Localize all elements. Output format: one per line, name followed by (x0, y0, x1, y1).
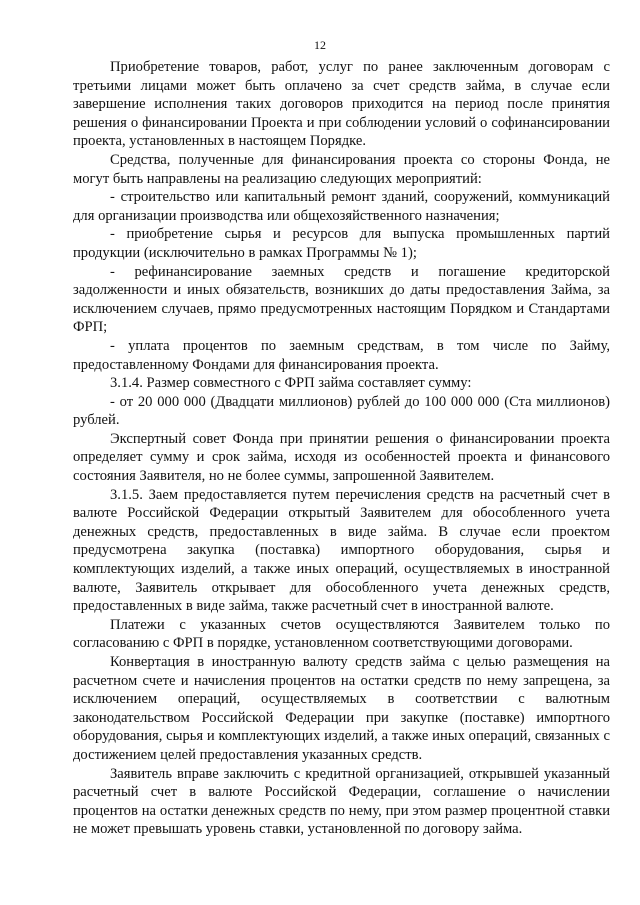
list-item: - приобретение сырья и ресурсов для выпуска промышленных партий продукции (исключительно в рамках Программы № 1); (73, 226, 610, 261)
paragraph: 3.1.4. Размер совместного с ФРП займа составляет сумму: (110, 375, 472, 392)
document-body (73, 58, 610, 839)
paragraph: Платежи с указанных счетов осуществляются Заявителем только по согласованию с ФРП в порядке, установленном соответствующими договорами. (73, 616, 610, 652)
list-item: - уплата процентов по заемным средствам, в том числе по Займу, предоставленному Фондами для финансирования проекта. (73, 337, 610, 373)
paragraph: Заявитель вправе заключить с кредитной организацией, открывшей указанный расчетный счет в валюте Российской Федерации, соглашение о начислении процентов на остатки денежных средств по нему, при этом размер процентной ставки не может превышать уровень ставки, установленной по договору займа. (73, 765, 610, 838)
paragraph: Экспертный совет Фонда при принятии решения о финансировании проекта определяет сумму и срок займа, исходя из особенностей проекта и финансового состояния Заявителя, но не более суммы, запрошенной Заявителем. (73, 430, 610, 485)
paragraph: 3.1.5. Заем предоставляется путем перечисления средств на расчетный счет в валюте Российской Федерации открытый Заявителем для обособленного учета денежных средств, предоставленных в виде займа. В случае если проектом предусмотрена закупка (поставка) импортного оборудования, сырья и комплектующих изделий, а также иных операций, осуществляемых в иностранной валюте, Заявитель открывает для обособленного учета денежных средств, предоставленных в виде займа, также расчетный счет в иностранной валюте. (73, 486, 610, 615)
paragraph: Средства, полученные для финансирования проекта со стороны Фонда, не могут быть направлены на реализацию следующих мероприятий: (73, 151, 610, 187)
paragraph: Приобретение товаров, работ, услуг по ранее заключенным договорам с третьими лицами может быть оплачено за счет средств займа, в случае если завершение исполнения таких договоров приходится на период после принятия решения о финансировании Проекта и при соблюдении условий о софинансировании проекта, установленных в настоящем Порядке. (73, 59, 610, 150)
list-item: - от 20 000 000 (Двадцати миллионов) рублей до 100 000 000 (Ста миллионов) рублей. (73, 393, 610, 429)
page-number: 12 (314, 38, 326, 52)
list-item: - строительство или капитальный ремонт зданий, сооружений, коммуникаций для организации производства или общехозяйственного назначения; (73, 189, 610, 224)
paragraph: Конвертация в иностранную валюту средств займа с целью размещения на расчетном счете и начисления процентов на остатки средств по нему запрещена, за исключением операций, осуществляемых в соответствии с валютным законодательством Российской Федерации при закупке (поставке) импортного оборудования, сырья и комплектующих изделий, а также иных операций, связанных с достижением целей предоставления указанных средств. (73, 654, 610, 763)
list-item: - рефинансирование заемных средств и погашение кредиторской задолженности и иных обязательств, возникших до даты предоставления Займа, за исключением случаев, прямо предусмотренных настоящим Порядком и Стандартами ФРП; (73, 263, 610, 336)
